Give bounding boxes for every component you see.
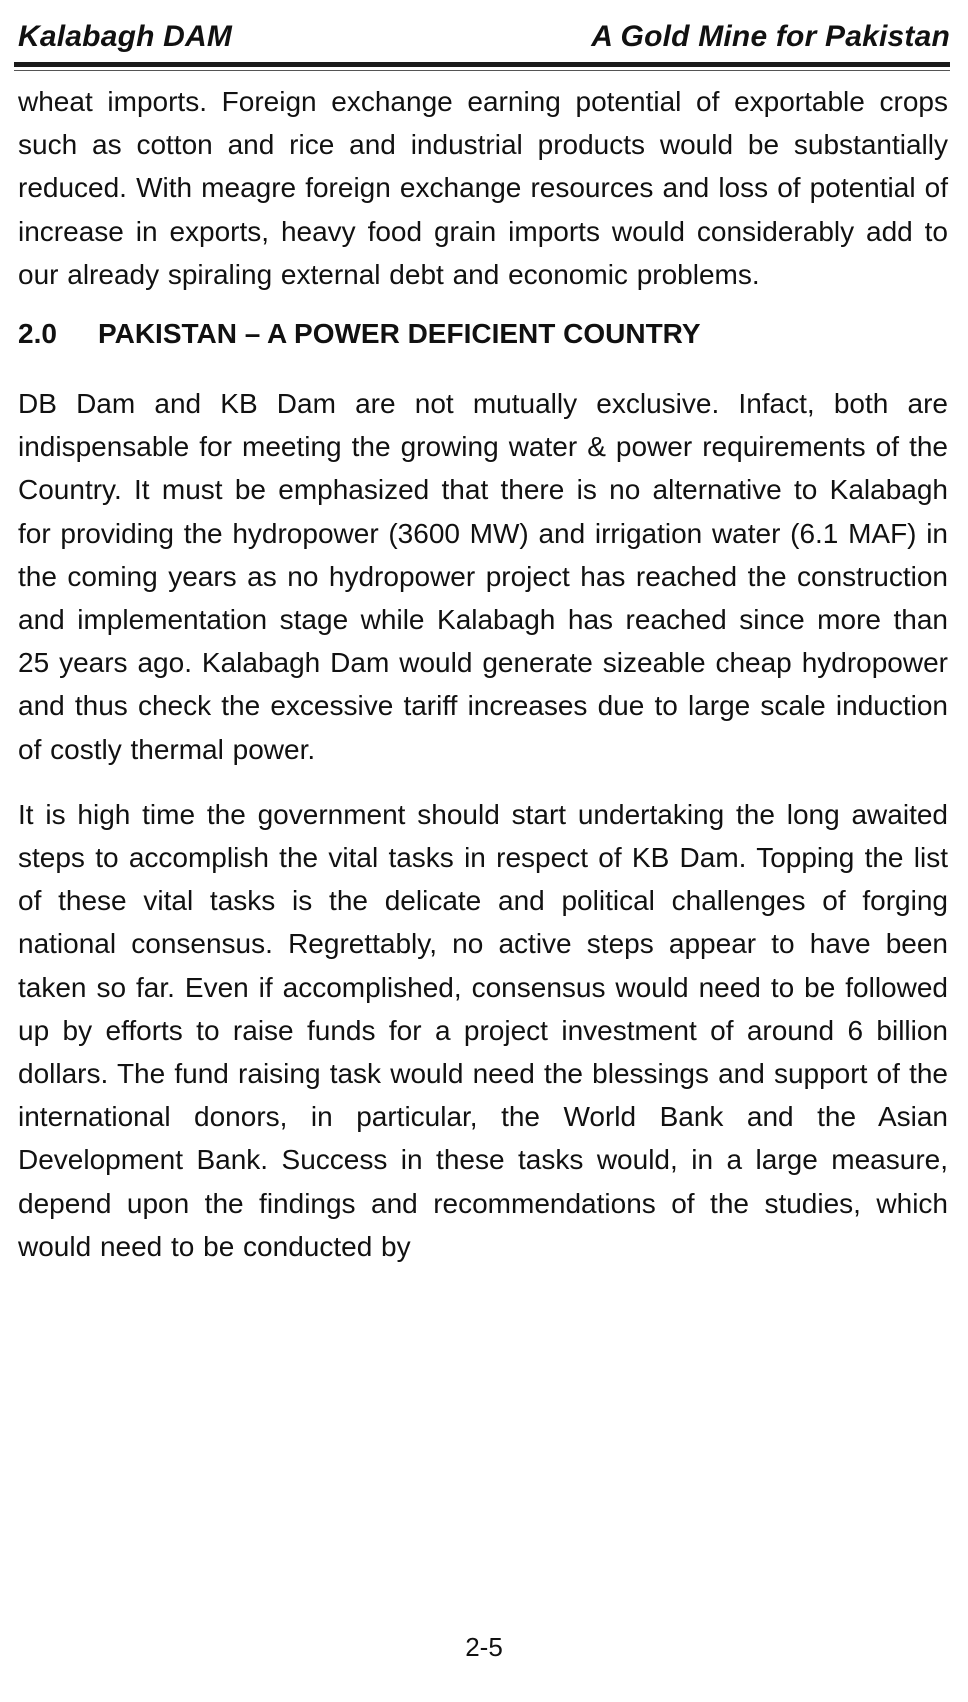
body-paragraph: It is high time the government should start undertaking the long awaited steps to accomplish the vital tasks in respect of KB Dam. Topping the list of these vital tasks is the delicate and political challenges of forging national consensus. Regrettably, no active steps appear to have been taken so far. Even if accomplished, consensus would need to be followed up by efforts to raise funds for a project investment of around 6 billion dollars. The fund raising task would need the blessings and support of the international donors, in particular, the World Bank and the Asian Development Bank. Success in these tasks would, in a large measure, depend upon the findings and recommendations of the studies, which would need to be conducted by (18, 798, 948, 1262)
section-heading (18, 312, 948, 356)
header-document-title: Kalabagh DAM (18, 20, 233, 53)
page-number: 2-5 (465, 1632, 503, 1662)
header-rule-thin (14, 70, 950, 71)
header-rule (14, 62, 950, 67)
body-paragraph-continued: wheat imports. Foreign exchange earning potential of exportable crops such as cotton and rice and industrial products would be substantially reduced. With meagre foreign exchange resources and loss of potential of increase in exports, heavy food grain imports would considerably add to our already spiraling external debt and economic problems. (18, 86, 948, 290)
page-body (18, 80, 948, 1268)
header-document-subtitle: A Gold Mine for Pakistan (591, 20, 950, 53)
body-paragraph: DB Dam and KB Dam are not mutually exclusive. Infact, both are indispensable for meeting the growing water & power requirements of the Country. It must be emphasized that there is no alternative to Kalabagh for providing the hydropower (3600 MW) and irrigation water (6.1 MAF) in the coming years as no hydropower project has reached the construction and implementation stage while Kalabagh has reached since more than 25 years ago. Kalabagh Dam would generate sizeable cheap hydropower and thus check the excessive tariff increases due to large scale induction of costly thermal power. (18, 388, 948, 765)
section-number: 2.0 (18, 318, 57, 350)
section-title: PAKISTAN – A POWER DEFICIENT COUNTRY (98, 318, 701, 350)
running-header (16, 14, 950, 62)
